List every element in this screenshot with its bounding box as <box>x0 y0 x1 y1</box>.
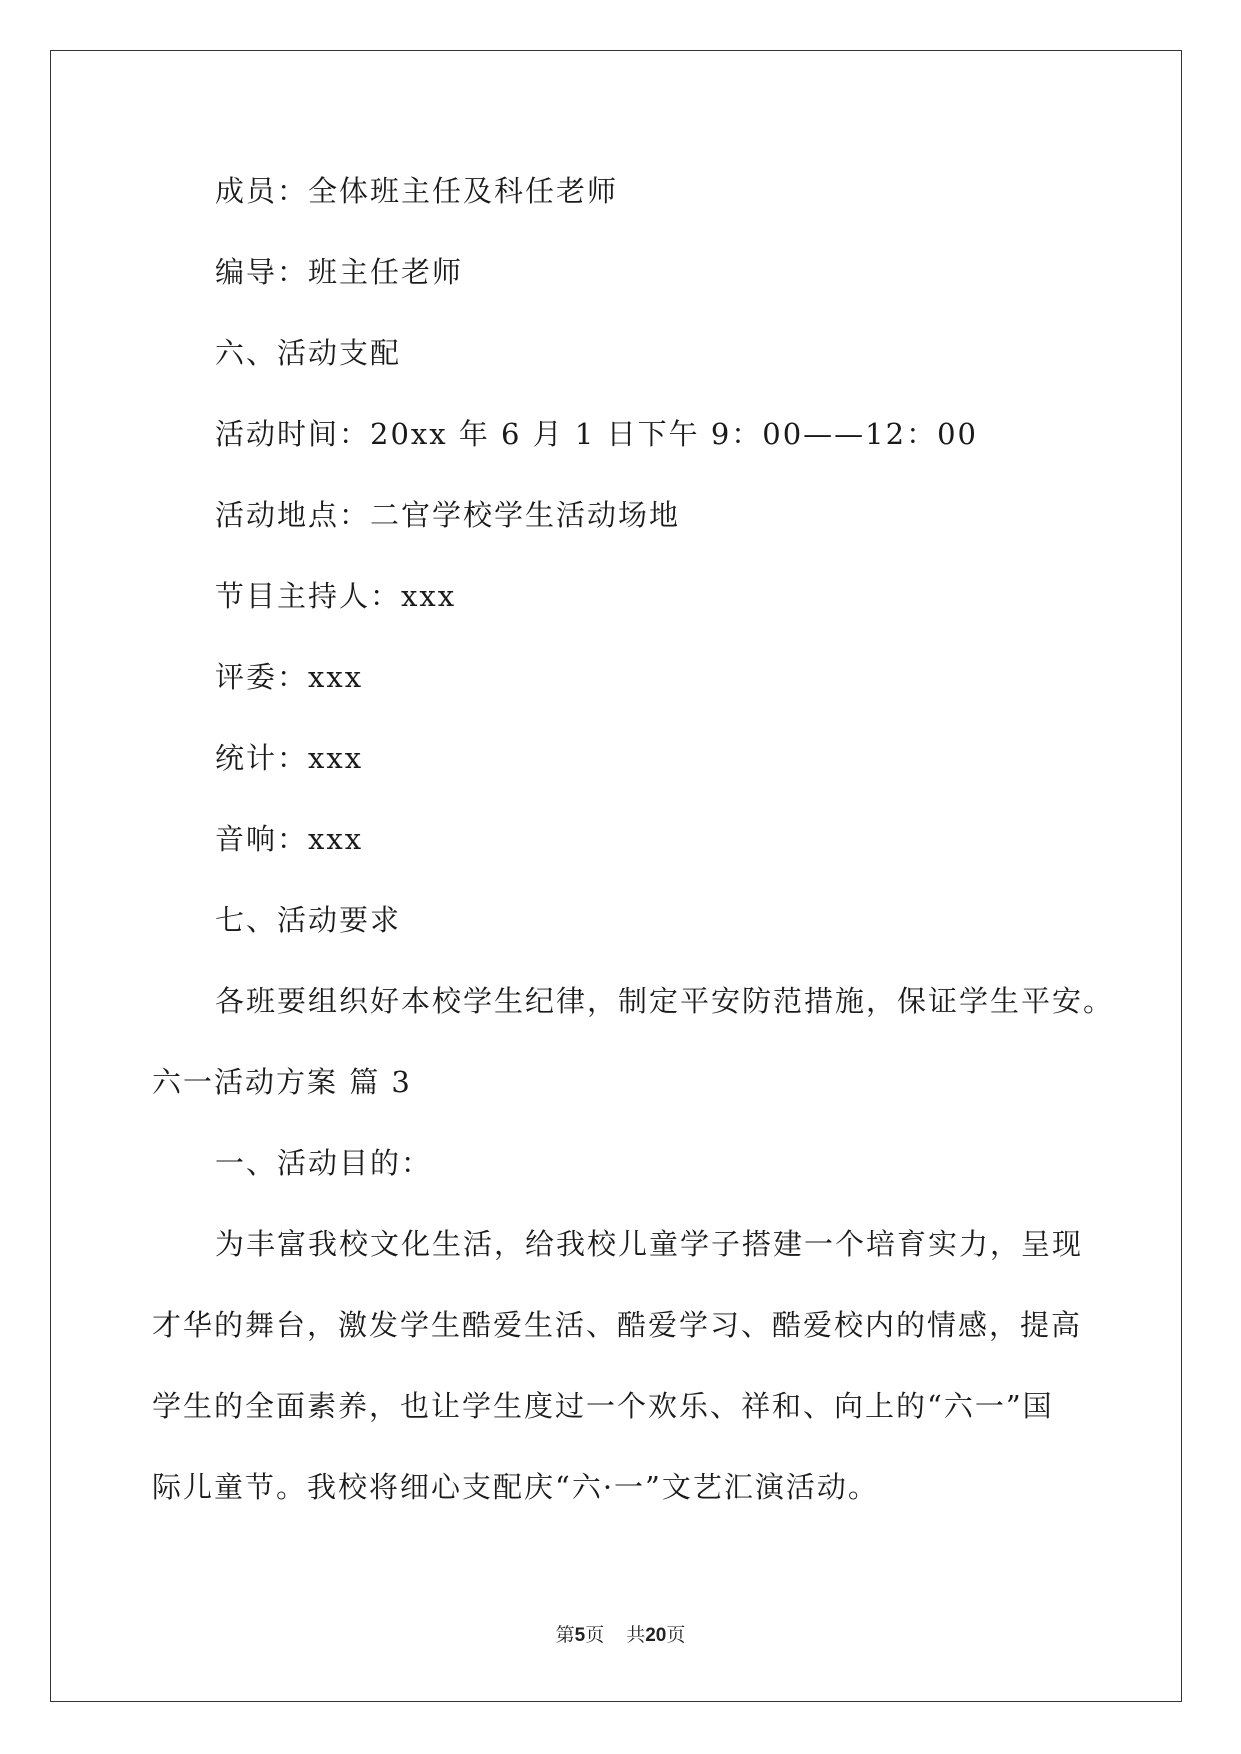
member-line: 成员：全体班主任及科任老师 <box>215 174 619 208</box>
footer-page-prefix: 第 <box>555 1624 575 1646</box>
requirements-paragraph: 各班要组织好本校学生纪律，制定平安防范措施，保证学生平安。 <box>215 984 1115 1018</box>
host-line: 节目主持人：xxx <box>215 579 457 613</box>
plan-title: 六一活动方案 篇 3 <box>152 1065 412 1099</box>
footer-total-prefix: 共 <box>626 1624 646 1646</box>
page-border <box>50 50 1182 1702</box>
section-heading-6: 六、活动支配 <box>215 336 402 370</box>
purpose-paragraph-line-2: 才华的舞台，激发学生酷爱生活、酷爱学习、酷爱校内的情感，提高 <box>152 1308 1083 1342</box>
footer-total-pages: 20 <box>645 1625 667 1646</box>
section-heading-7: 七、活动要求 <box>215 903 402 937</box>
purpose-paragraph-line-3: 学生的全面素养，也让学生度过一个欢乐、祥和、向上的“六一”国 <box>152 1389 1054 1423</box>
footer-total-suffix: 页 <box>666 1624 686 1646</box>
footer-page-suffix: 页 <box>585 1624 605 1646</box>
statistics-line: 统计：xxx <box>215 741 364 775</box>
purpose-paragraph-line-4: 际儿童节。我校将细心支配庆“六·一”文艺汇演活动。 <box>152 1470 879 1504</box>
director-line: 编导：班主任老师 <box>215 255 464 289</box>
audio-line: 音响：xxx <box>215 822 364 856</box>
activity-time-line: 活动时间：20xx 年 6 月 1 日下午 9：00——12：00 <box>215 417 978 451</box>
footer-current-page: 5 <box>574 1625 586 1646</box>
section-heading-1: 一、活动目的： <box>215 1146 433 1180</box>
activity-location-line: 活动地点：二官学校学生活动场地 <box>215 498 681 532</box>
judges-line: 评委：xxx <box>215 660 364 694</box>
purpose-paragraph-line-1: 为丰富我校文化生活，给我校儿童学子搭建一个培育实力，呈现 <box>215 1227 1084 1261</box>
page-footer <box>0 1620 1241 1647</box>
